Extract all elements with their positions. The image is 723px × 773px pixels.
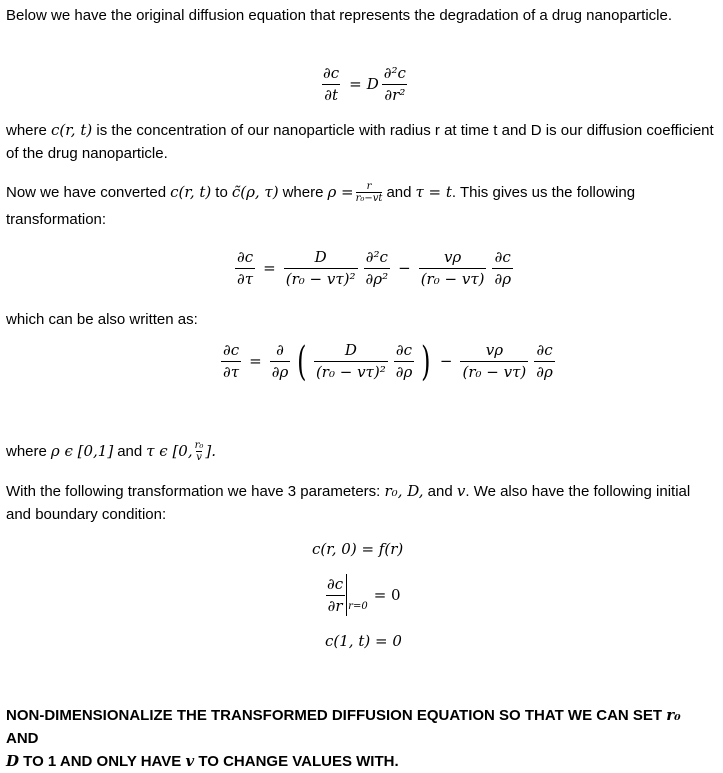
instruction-paragraph: NON-DIMENSIONALIZE THE TRANSFORMED DIFFUSION EQUATION SO THAT WE CAN SET r₀ AND D TO 1 AND ONLY HAVE v TO CHANGE VALUES WITH. xyxy=(6,706,681,770)
parameters-paragraph: With the following transformation we have 3 parameters: r₀, D, and v. We also have the following initial and boundary condition: xyxy=(6,482,691,523)
initial-condition: c(r, 0) = f(r) xyxy=(312,540,404,558)
rewrite-paragraph: which can be also written as: xyxy=(6,311,198,328)
tau-range-fraction: $\frac{\text{r₀}}{v}$ xyxy=(194,439,204,463)
lhs-fraction: $\frac{\partial c}{\partial t}$ xyxy=(323,64,340,104)
intro-text: Below we have the original diffusion equation that represents the degradation of a drug nanoparticle. xyxy=(6,7,673,24)
evaluation-bar xyxy=(346,574,347,616)
definition-paragraph: where c(r, t) is the concentration of our nanoparticle with radius r at time t and D is our diffusion coefficient of the drug nanoparticle. xyxy=(6,121,714,162)
boundary-condition-derivative: $\frac{\partial c}{\partial r}$ r=0 = 0 xyxy=(327,574,401,615)
domain-paragraph: where ρ ϵ [0,1] and τ ϵ [0, $\frac{\text{r₀}}{v}$ ]. xyxy=(6,439,217,463)
conservative-form-equation: $\frac{\partial c}{\partial\tau}$ = $\frac{\partial}{\partial\rho}$ ( $\frac{D}{\text{(r₀ − vτ)²}}$ $\frac{\partial c}{\partial\rho}$ ) − $\frac{v\rho}{\text{(r₀ − vτ)}}$ $\frac{\partial c}{\partial\rho}$ xyxy=(223,338,553,385)
intro-paragraph xyxy=(6,4,714,27)
diffusion-equation: $\frac{\partial c}{\partial t}$ = D $\frac{\text{∂²c}}{\text{∂r²}}$ xyxy=(323,64,406,104)
boundary-condition-edge: c(1, t) = 0 xyxy=(325,632,402,650)
transformed-equation: $\frac{\partial c}{\partial\tau}$ = $\frac{D}{\text{(r₀ − vτ)²}}$ $\frac{\text{∂²c}}{\text{∂ρ²}}$ − $\frac{v\rho}{\text{(r₀ − vτ)}}$ $\frac{\partial c}{\partial\rho}$ xyxy=(237,248,512,288)
rho-fraction: $\frac{r}{\text{r₀−vt}}$ xyxy=(355,180,383,204)
rhs-fraction: $\frac{\text{∂²c}}{\text{∂r²}}$ xyxy=(383,64,406,104)
conversion-paragraph: Now we have converted c(r, t) to c̃(ρ, τ) where ρ = $\frac{r}{\text{r₀−vt}}$ and τ = t . This gives us the following transformation: xyxy=(6,180,636,228)
